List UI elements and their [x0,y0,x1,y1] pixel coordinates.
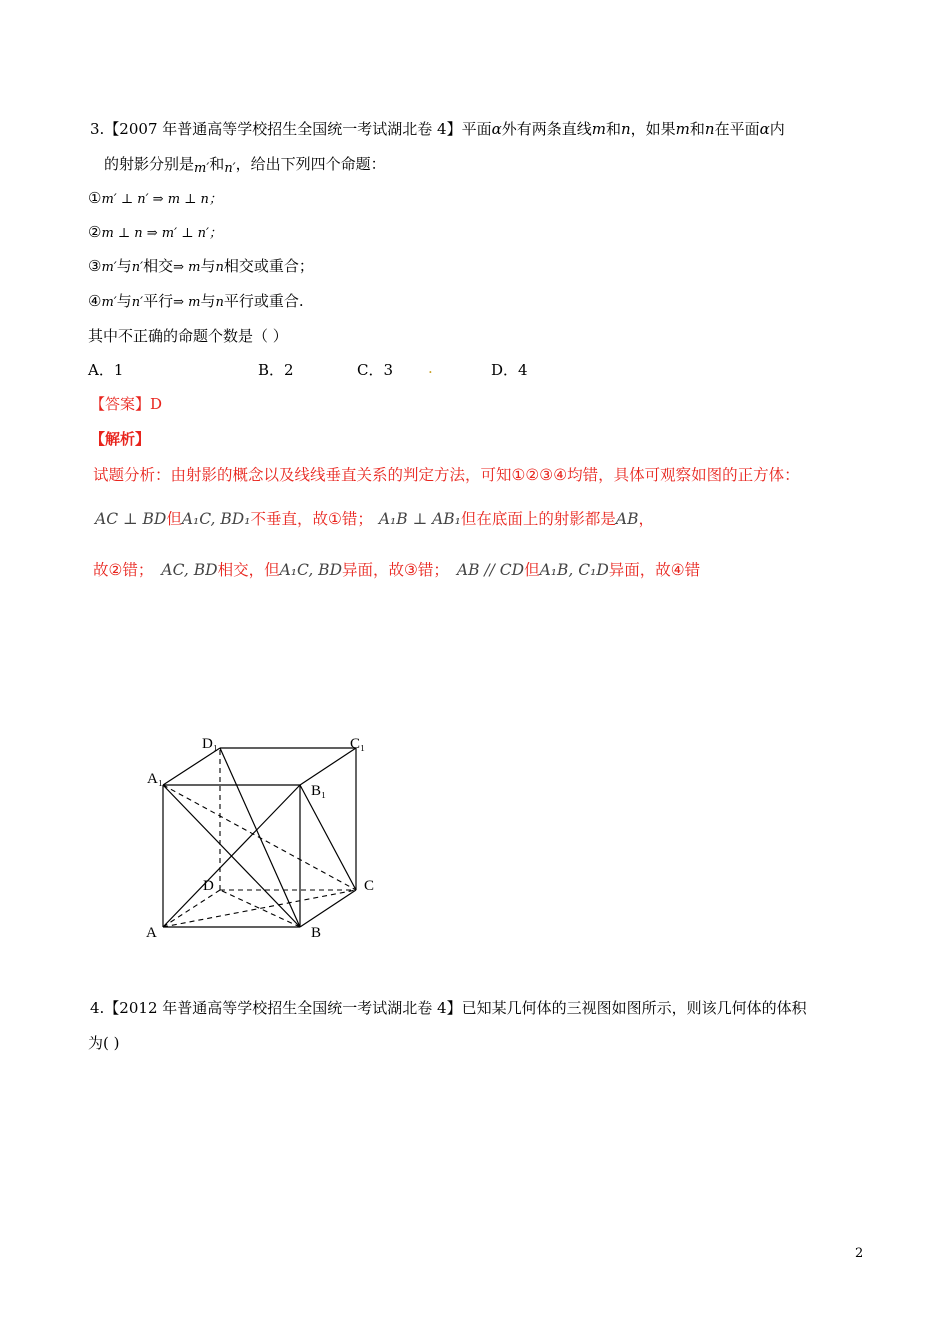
label-D1: D₁ [202,736,219,752]
q3-line2-end: ，给出下列四个命题： [235,155,386,173]
p3-yu: 与 [116,257,132,275]
option-a: A．1 [88,361,124,379]
proposition-2-text: m ⊥ n ⇒ m′ ⊥ n′； [101,226,222,241]
q3-and1: 和 [605,120,621,138]
edge-A1-D1 [163,748,220,785]
hidden-B-D [220,890,300,927]
l3-text1: 故②错； [93,561,154,579]
p3-n-prime: n′ [131,260,144,275]
l2-text2: 不垂直，故①错； [250,510,373,528]
proposition-3-number: ③ [88,257,102,275]
label-A: A [146,925,157,941]
answer: 【答案】D [90,395,163,413]
proposition-1-number: ① [88,189,102,207]
l3-math4: A₁B, C₁D [539,561,609,579]
p3-n: n [215,260,224,275]
p4-n: n [215,295,224,310]
p4-implies-m: ⇒ m [173,295,201,310]
q3-line2-prefix: 的射影分别是 [104,155,195,173]
page-number: 2 [855,1246,864,1261]
label-C: C [364,878,375,894]
q3-question: 其中不正确的命题个数是（ ） [88,327,288,345]
q3-line1-mid3: 在平面 [714,120,760,138]
var-n2: n [704,120,715,138]
edge-B-C [300,890,356,927]
l2-math4: AB [615,510,639,528]
l3-text5: 异面，故④错 [608,561,701,579]
label-B1: B₁ [311,783,327,799]
p3-yu2: 与 [200,257,216,275]
label-A1: A₁ [147,771,164,787]
p4-pingxing: 平行 [143,292,174,310]
l3-text4: 但 [524,561,540,579]
proposition-4-number: ④ [88,292,102,310]
proposition-2-number: ② [88,223,102,241]
var-n: n [620,120,631,138]
l3-text3: 异面，故③错； [342,561,449,579]
option-b: B．2 [258,361,294,379]
l2-text3: 但在底面上的射影都是 [460,510,616,528]
alpha-symbol-2: α [759,120,770,138]
p4-yu2: 与 [200,292,216,310]
p3-m-prime: m′ [101,260,117,275]
l2-text1: 但 [166,510,182,528]
p3-xiangjiao: 相交 [143,257,174,275]
option-c: C．3 [357,361,394,379]
p3-end: 相交或重合； [223,257,314,275]
q3-line1-end: 内 [769,120,785,138]
q3-and3: 和 [209,155,225,173]
q3-and2: 和 [689,120,705,138]
l2-text4: ， [638,510,654,528]
var-m: m [591,120,606,138]
label-D: D [203,878,214,894]
p4-end: 平行或重合. [223,292,304,310]
p3-implies-m: ⇒ m [173,260,201,275]
label-B: B [311,925,322,941]
l2-math2: A₁C, BD₁ [181,510,251,528]
p4-m-prime: m′ [101,295,117,310]
l3-math2: A₁C, BD [279,561,342,579]
var-n-prime: n′ [224,161,236,176]
l2-math1: AC ⊥ BD [95,510,167,528]
p4-n-prime: n′ [131,295,144,310]
q3-line1-mid2: ，如果 [630,120,676,138]
label-C1: C₁ [350,736,366,752]
var-m-prime: m′ [194,161,210,176]
l3-text2: 相交，但 [217,561,280,579]
q4-line1: 4.【2012 年普通高等学校招生全国统一考试湖北卷 4】已知某几何体的三视图如图所示，则该几何体的体积 [90,999,807,1017]
analysis-line1: 试题分析：由射影的概念以及线线垂直关系的判定方法，可知①②③④均错，具体可观察如图的正方体： [93,466,800,484]
var-m2: m [675,120,690,138]
alpha-symbol: α [491,120,502,138]
l3-math3: AB // CD [456,561,525,579]
hidden-A1-C [163,785,356,890]
proposition-1-text: m′ ⊥ n′ ⇒ m ⊥ n； [101,192,222,207]
q3-line1-prefix: 3.【2007 年普通高等学校招生全国统一考试湖北卷 4】平面 [90,120,492,138]
p4-yu: 与 [116,292,132,310]
l2-math3: A₁B ⊥ AB₁ [378,510,461,528]
l3-math1: AC, BD [161,561,218,579]
analysis-heading: 【解析】 [90,430,151,448]
diag-B1-C [300,785,356,890]
q4-line2: 为( ) [88,1034,120,1052]
q3-line1-mid1: 外有两条直线 [501,120,592,138]
option-dot: . [428,359,433,377]
edge-B1-C1 [300,748,356,785]
option-d: D．4 [491,361,528,379]
